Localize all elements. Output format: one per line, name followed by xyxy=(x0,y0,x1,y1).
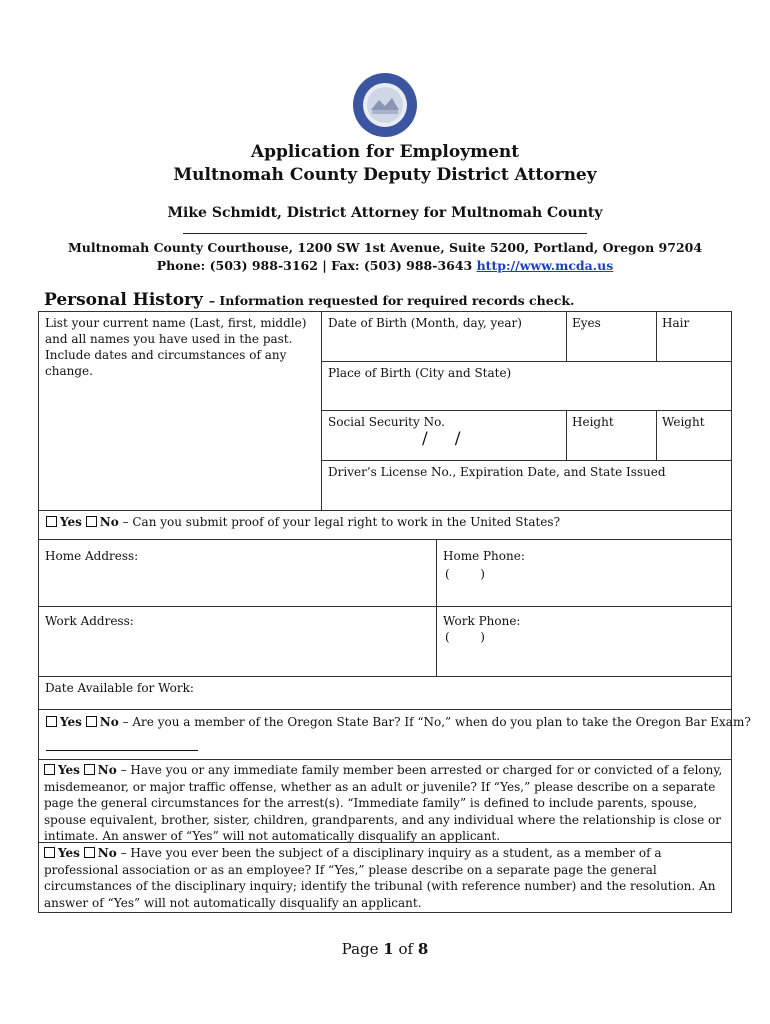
yes-label: Yes xyxy=(58,846,80,860)
home-address-cell[interactable] xyxy=(39,540,437,607)
office-address: Multnomah County Courthouse, 1200 SW 1st Avenue, Suite 5200, Portland, Oregon 97204 xyxy=(67,240,703,255)
eyes-label: Eyes xyxy=(572,316,601,330)
oregon-bar-question xyxy=(46,714,751,730)
ssn-separators: / / xyxy=(422,429,461,449)
home-phone-area: ( ) xyxy=(445,567,485,581)
page-number xyxy=(0,940,770,958)
dob-cell[interactable] xyxy=(322,312,567,362)
dob-label: Date of Birth (Month, day, year) xyxy=(328,316,522,330)
form-title: Application for Employment xyxy=(250,142,520,162)
oregon-bar-row xyxy=(38,709,751,760)
no-label: No xyxy=(99,515,119,529)
height-cell[interactable] xyxy=(567,411,657,461)
address-table xyxy=(38,539,732,677)
ssn-cell[interactable] xyxy=(322,411,567,461)
website-link[interactable]: http://www.mcda.us xyxy=(476,258,614,273)
page-current: 1 xyxy=(383,940,394,958)
weight-label: Weight xyxy=(662,415,705,429)
arrest-question xyxy=(44,762,724,845)
yes-label: Yes xyxy=(58,763,80,777)
work-address-label: Work Address: xyxy=(45,614,134,628)
yes-label: Yes xyxy=(60,515,82,529)
office-contact xyxy=(0,258,770,273)
place-of-birth-label: Place of Birth (City and State) xyxy=(328,366,512,380)
legal-right-row xyxy=(38,510,732,540)
date-available-label: Date Available for Work: xyxy=(45,681,194,695)
home-address-label: Home Address: xyxy=(45,549,139,563)
no-checkbox[interactable] xyxy=(86,516,97,527)
bar-exam-date-line[interactable] xyxy=(46,750,198,751)
work-phone-cell[interactable] xyxy=(437,607,731,676)
drivers-license-cell[interactable] xyxy=(322,461,731,510)
yes-label: Yes xyxy=(60,715,82,729)
names-cell[interactable] xyxy=(39,312,322,510)
form-subtitle: Multnomah County Deputy District Attorney xyxy=(173,165,597,185)
county-seal-logo xyxy=(352,72,418,138)
date-available-row[interactable] xyxy=(38,676,732,710)
yes-checkbox[interactable] xyxy=(44,764,55,775)
height-label: Height xyxy=(572,415,614,429)
drivers-license-label: Driver’s License No., Expiration Date, and State Issued xyxy=(328,465,666,479)
oregon-bar-text: – Are you a member of the Oregon State Bar? If “No,” when do you plan to take the Oregon Bar Exam? xyxy=(122,715,751,729)
eyes-cell[interactable] xyxy=(567,312,657,362)
no-label: No xyxy=(97,763,117,777)
yes-checkbox[interactable] xyxy=(46,716,57,727)
page-label: Page xyxy=(341,940,379,958)
work-address-cell[interactable] xyxy=(39,607,437,676)
no-checkbox[interactable] xyxy=(86,716,97,727)
home-phone-cell[interactable] xyxy=(437,540,731,607)
names-instructions: List your current name (Last, first, middle) and all names you have used in the past. Include dates and circumstances of any change. xyxy=(45,316,307,378)
page-total: 8 xyxy=(417,940,429,958)
no-label: No xyxy=(99,715,119,729)
legal-right-question xyxy=(46,514,560,530)
no-checkbox[interactable] xyxy=(84,764,95,775)
place-of-birth-cell[interactable] xyxy=(322,362,731,411)
disciplinary-question xyxy=(44,845,724,911)
no-label: No xyxy=(97,846,117,860)
district-attorney-name: Mike Schmidt, District Attorney for Multnomah County xyxy=(167,205,603,221)
ssn-label: Social Security No. xyxy=(328,415,445,429)
page-of: of xyxy=(398,940,414,958)
work-phone-area: ( ) xyxy=(445,630,485,644)
section-title: Personal History xyxy=(44,290,203,310)
section-subtitle: – Information requested for required records check. xyxy=(208,293,575,308)
yes-checkbox[interactable] xyxy=(44,847,55,858)
header-divider xyxy=(183,233,587,234)
phone-fax-text: Phone: (503) 988-3162 | Fax: (503) 988-3643 xyxy=(156,258,473,273)
home-phone-label: Home Phone: xyxy=(443,549,525,563)
disciplinary-text: – Have you ever been the subject of a disciplinary inquiry as a student, as a member of a professional association or as an employee? If “Yes,” please describe on a separate page the general circumstances of the disciplinary inquiry; identify the tribunal (with reference number) and the resolution. An answer of “Yes” will not automatically disqualify an applicant. xyxy=(44,846,716,910)
personal-info-table xyxy=(38,311,732,511)
yes-checkbox[interactable] xyxy=(46,516,57,527)
work-phone-label: Work Phone: xyxy=(443,614,521,628)
weight-cell[interactable] xyxy=(657,411,731,461)
legal-right-text: – Can you submit proof of your legal right to work in the United States? xyxy=(122,515,560,529)
hair-label: Hair xyxy=(662,316,690,330)
no-checkbox[interactable] xyxy=(84,847,95,858)
arrest-text: – Have you or any immediate family member been arrested or charged for or convicted of a felony, misdemeanor, or major traffic offense, whether as an adult or juvenile? If “Yes,” please describe on a separate page the general circumstances for the arrest(s). “Immediate family” is defined to include parents, spouse, spouse equivalent, brother, sister, children, grandparents, and any individual where the relationship is close or intimate. An answer of “Yes” will not automatically disqualify an applicant. xyxy=(44,763,723,843)
hair-cell[interactable] xyxy=(657,312,731,362)
section-heading xyxy=(44,290,574,310)
